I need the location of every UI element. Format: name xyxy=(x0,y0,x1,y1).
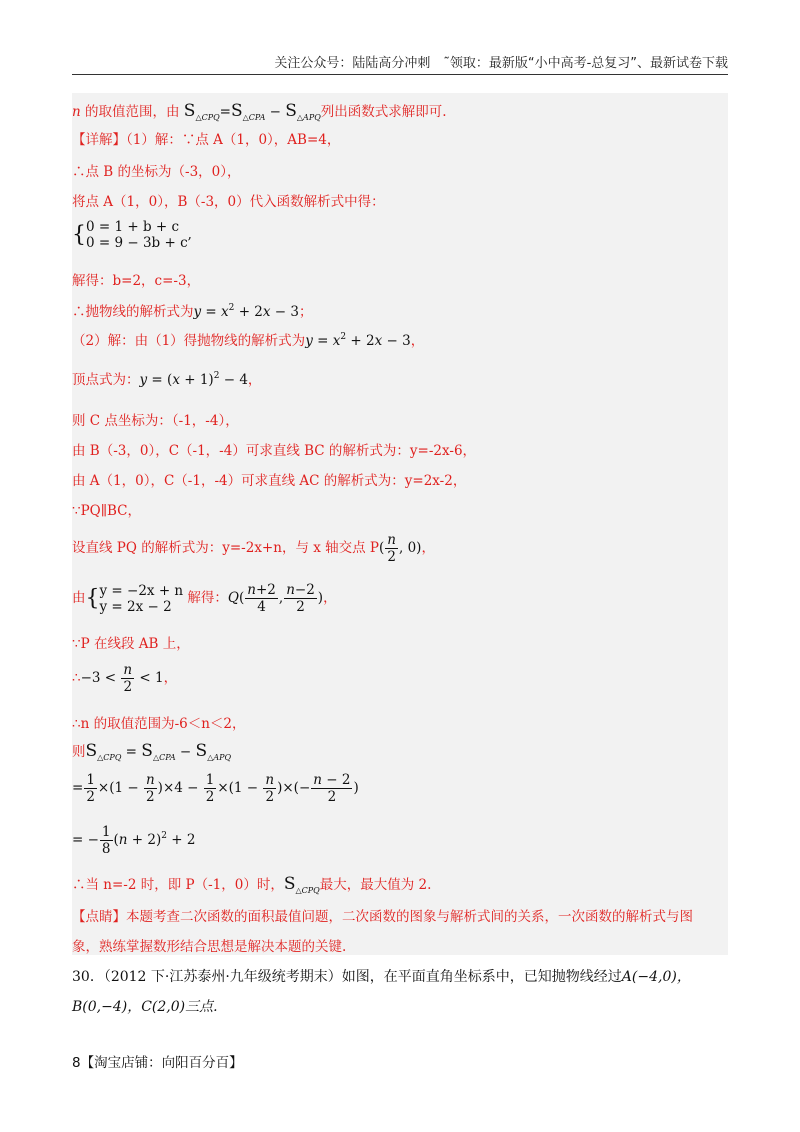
question-30-line-2: B(0,−4)，C(2,0)三点. xyxy=(72,999,218,1015)
line-2: 【详解】（1）解：∵点 A（1，0），AB=4， xyxy=(72,132,341,148)
line-16: ∵P 在线段 AB 上， xyxy=(72,636,190,652)
line-14: 设直线 PQ 的解析式为：y=-2x+n，与 x 轴交点 P( $\frac{n}{2}$ , 0)， xyxy=(72,532,435,565)
line-6: 解得：b=2，c=-3， xyxy=(72,273,201,289)
line-18: ∴n 的取值范围为-6＜n＜2， xyxy=(72,716,246,732)
line-24: 象，熟练掌握数形结合思想是解决本题的关键. xyxy=(72,939,347,955)
line-19: 则$S_{\triangle CPQ} = S_{\triangle CPA} - S_{\triangle APQ}$ xyxy=(72,741,232,762)
line-20: = $\frac{1}{2}$ ×(1 − $\frac{n}{2}$ )×4 − $\frac{1}{2}$ ×(1 − $\frac{n}{2}$ )×(− $\frac{n - 2}{2}$ ) xyxy=(72,772,359,805)
line-15: 由{ y = −2x + n y = 2x − 2 解得：Q( $\frac{n+2}{4}$ , $\frac{n-2}{2}$ )， xyxy=(72,582,337,615)
line-7: ∴抛物线的解析式为$y = x^2 + 2x - 3$； xyxy=(72,303,313,320)
question-30-line-1: 30．（2012 下·江苏泰州·九年级统考期末）如图，在平面直角坐标系中，已知抛物线经过A(−4,0)， xyxy=(72,969,691,985)
line-9: 顶点式为：$y = (x + 1)^2 - 4$， xyxy=(72,371,262,388)
line-17: ∴−3 < $\frac{n}{2}$ < 1， xyxy=(72,662,178,695)
page-header xyxy=(72,52,728,75)
line-11: 由 B（-3，0），C（-1，-4）可求直线 BC 的解析式为：y=-2x-6， xyxy=(72,443,477,459)
line-1: n 的取值范围，由 $S_{\triangle CPQ}=S_{\triangle CPA} - S_{\triangle APQ}$列出函数式求解即可. xyxy=(72,101,447,122)
line-12: 由 A（1，0），C（-1，-4）可求直线 AC 的解析式为：y=2x-2， xyxy=(72,473,467,489)
line-22: ∴当 n=-2 时，即 P（-1，0）时，$S_{\triangle CPQ}$最大，最大值为 2. xyxy=(72,874,432,895)
page-footer: 8【淘宝店铺：向阳百分百】 xyxy=(72,1055,243,1071)
line-3: ∴点 B 的坐标为（-3，0）， xyxy=(72,164,241,180)
line-4: 将点 A（1，0），B（-3，0）代入函数解析式中得： xyxy=(72,194,385,210)
line-13: ∵PQ∥BC， xyxy=(72,503,141,519)
line-8: （2）解：由（1）得抛物线的解析式为$y = x^2 + 2x - 3$， xyxy=(72,332,425,349)
line-5-system: { 0 = 1 + b + c 0 = 9 − 3b + c , xyxy=(72,219,192,251)
area-formula: $S_{\triangle CPQ}=S_{\triangle CPA} - S_{\triangle APQ}$ xyxy=(183,101,321,122)
line-21: = − $\frac{1}{8}$ $(n + 2)^2 + 2$ xyxy=(72,824,196,857)
line-10: 则 C 点坐标为：（-1，-4）， xyxy=(72,413,239,429)
line-23: 【点睛】本题考查二次函数的面积最值问题，二次函数的图象与解析式间的关系，一次函数的解析式与图 xyxy=(72,909,693,925)
header-text: 关注公众号：陆陆高分冲刺 ˜领取：最新版“小中高考-总复习”、最新试卷下载 xyxy=(274,56,728,71)
